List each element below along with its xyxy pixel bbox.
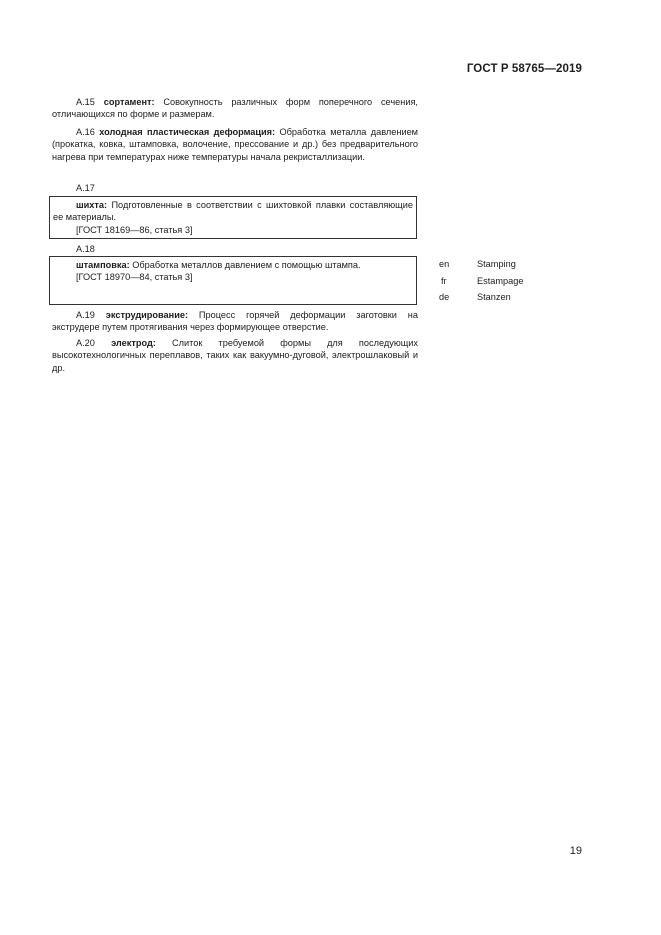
entry-definition: Слиток требуемой формы для последующих высокотехнологичных переплавов, таких как вакуумно-дуговой, электрошлаковый и др. bbox=[52, 338, 419, 373]
source-reference: [ГОСТ 18169—86, статья 3] bbox=[76, 224, 193, 235]
language-code: de bbox=[439, 292, 450, 302]
entry-definition: Обработка металлов давлением с помощью штампа. bbox=[129, 260, 361, 270]
entry-a20 bbox=[52, 337, 418, 374]
translations-list bbox=[439, 256, 523, 306]
language-code: fr bbox=[441, 275, 447, 286]
language-code: en bbox=[439, 259, 450, 269]
translation-row bbox=[439, 289, 523, 306]
entry-term: электрод: bbox=[111, 338, 156, 348]
entry-term: экструдирование: bbox=[105, 310, 189, 320]
translation-row bbox=[439, 256, 523, 273]
entry-term: штамповка: bbox=[76, 260, 130, 270]
entry-a17-box bbox=[49, 196, 417, 239]
entry-a15 bbox=[52, 96, 418, 121]
translation-word: Stanzen bbox=[477, 292, 511, 302]
entry-a17-number: А.17 bbox=[76, 183, 95, 193]
source-reference: [ГОСТ 18970—84, статья 3] bbox=[76, 272, 193, 283]
entry-number: А.15 bbox=[76, 97, 95, 107]
entry-number: А.19 bbox=[76, 310, 95, 320]
entry-term: шихта: bbox=[76, 200, 108, 210]
entry-term: сортамент: bbox=[103, 97, 155, 107]
entry-definition: Процесс горячей деформации заготовки на экструдере путем протягивания через формирующее отверстие. bbox=[52, 310, 418, 333]
entry-number: А.20 bbox=[76, 338, 95, 348]
entry-definition: Обработка металла давлением (прокатка, ковка, штамповка, волочение, прессование и др.) без предварительного нагрева при температурах ниже температуры начала рекристаллизации. bbox=[52, 127, 418, 162]
document-id-header: ГОСТ Р 58765—2019 bbox=[466, 63, 582, 75]
translation-row bbox=[439, 273, 523, 290]
entry-a19 bbox=[52, 309, 418, 334]
page-number: 19 bbox=[569, 845, 582, 857]
entry-a16 bbox=[52, 126, 418, 163]
entry-number: А.16 bbox=[76, 127, 95, 137]
entry-a18-number: А.18 bbox=[76, 244, 95, 254]
entry-definition: Совокупность различных форм поперечного сечения, отличающихся по форме и размерам. bbox=[52, 97, 418, 120]
entry-term: холодная пластическая деформация: bbox=[99, 127, 276, 137]
entry-a18-box bbox=[49, 256, 417, 305]
entry-definition: Подготовленные в соответствии с шихтовкой плавки составляющие ее материалы. bbox=[53, 200, 413, 223]
translation-word: Estampage bbox=[477, 275, 524, 286]
translation-word: Stamping bbox=[477, 259, 516, 269]
